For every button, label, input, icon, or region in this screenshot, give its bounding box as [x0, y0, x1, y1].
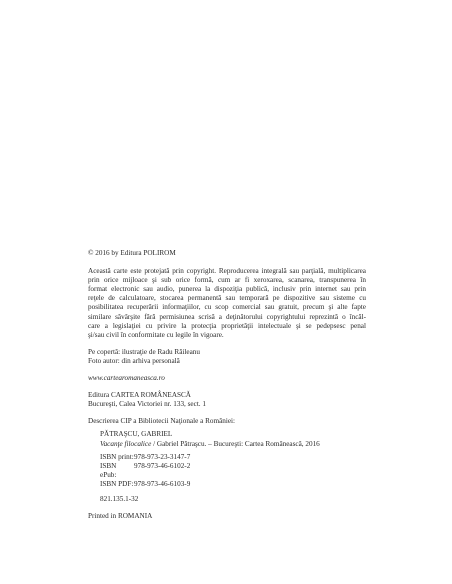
- publisher-name: Editura CARTEA ROMÂNEASCĂ: [88, 391, 191, 400]
- isbn-epub: ISBN ePub: 978-973-46-6102-2: [100, 461, 191, 479]
- legal-line: şi/sau civil în conformitate cu legile în vigoare.: [88, 330, 224, 339]
- legal-line: posibilitatea recuperării informaţiilor, cu scop comercial sau gratuit, precum şi alte fapte: [88, 303, 366, 312]
- cip-title-line: [100, 440, 366, 449]
- isbn-pdf: ISBN PDF: 978-973-46-6103-9: [100, 479, 191, 488]
- cip-title: Vacanţe filocalice: [100, 439, 152, 448]
- cip-heading: Descrierea CIP a Bibliotecii Naţionale a României:: [88, 417, 236, 426]
- cover-credit: Pe copertă: ilustraţie de Radu Răileanu: [88, 347, 200, 356]
- legal-line: similare săvârşite fără permisiunea scrisă a deţinătorului copyrightului reprezintă o încăl-: [88, 312, 366, 321]
- legal-line: Această carte este protejată prin copyright. Reproducerea integrală sau parţială, multiplicarea: [88, 267, 366, 276]
- legal-line: reţele de calculatoare, stocarea permanentă sau temporară pe dispozitive sau sisteme cu: [88, 294, 366, 303]
- photo-credit: Foto autor: din arhiva personală: [88, 356, 180, 365]
- publisher-address: Bucureşti, Calea Victoriei nr. 133, sect. 1: [88, 400, 206, 409]
- isbn-print: ISBN print: 978-973-23-3147-7: [100, 452, 191, 461]
- legal-line: prin orice mijloace şi sub orice formă, cum ar fi xeroxarea, scanarea, transpunerea în: [88, 276, 366, 285]
- printed-in: Printed in ROMANIA: [88, 512, 153, 521]
- cip-author: PĂTRAŞCU, GABRIEL: [100, 430, 173, 439]
- cip-classification: 821.135.1-32: [100, 494, 139, 503]
- website-link[interactable]: www.cartearomaneasca.ro: [88, 374, 165, 383]
- imprint-block: [88, 249, 366, 521]
- cip-title-rest: / Gabriel Pătraşcu. – Bucureşti: Cartea Românească, 2016: [151, 439, 320, 448]
- copyright-line: © 2016 by Editura POLIROM: [88, 249, 176, 257]
- legal-notice: [88, 267, 366, 340]
- cip-record: [88, 426, 366, 504]
- legal-line: care a legislaţiei cu privire la protecţia proprietăţii intelectuale şi se pedepsesc penal: [88, 321, 366, 330]
- legal-line: format electronic sau audio, punerea la dispoziţia publică, inclusiv prin internet sau prin: [88, 285, 366, 294]
